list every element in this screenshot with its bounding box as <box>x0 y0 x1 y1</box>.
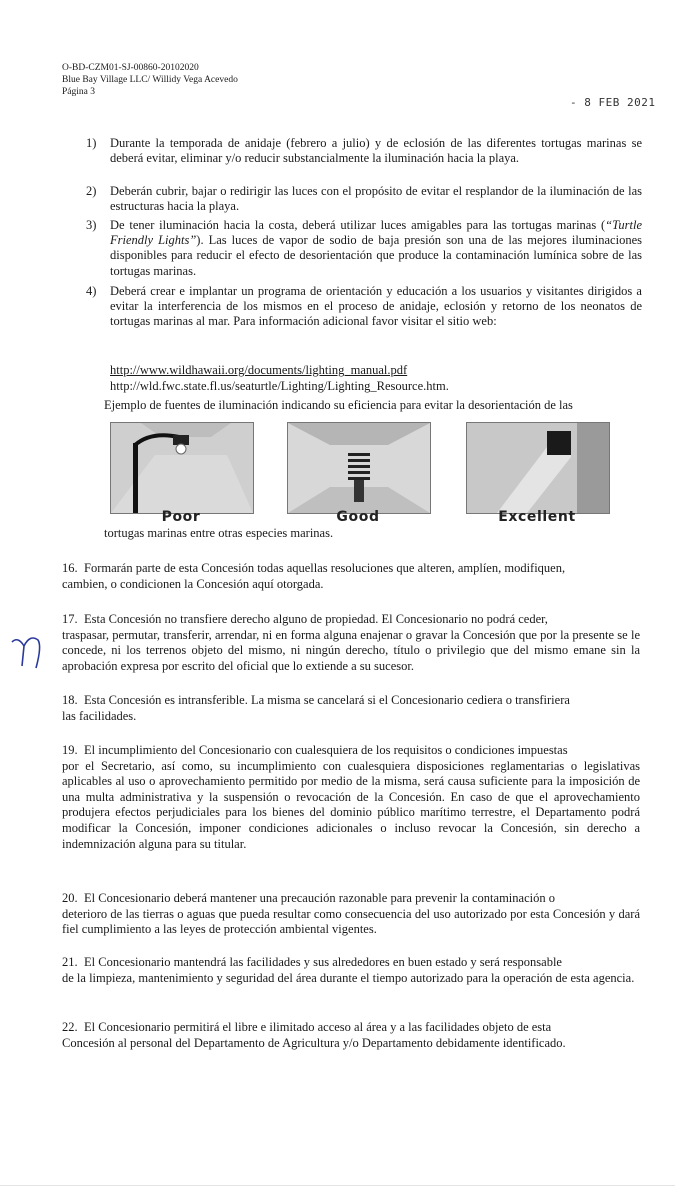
clause-number: 20. <box>62 891 78 905</box>
label-poor: Poor <box>161 509 201 525</box>
figure-caption-top: Ejemplo de fuentes de iluminación indicando su eficiencia para evitar la desorientación de las <box>104 398 573 412</box>
sub-item-text-part: ). Las luces de vapor de sodio de baja presión son una de las mejores iluminaciones disponibles para reducir el efecto de desorientación que produce la contaminación lumínica sobre de las tortugas marinas. <box>110 233 642 278</box>
sub-item-2 <box>86 184 642 214</box>
sub-item-number: 3) <box>86 218 97 232</box>
clause-text-first: El Concesionario mantendrá las facilidades y sus alrededores en buen estado y será responsable <box>84 955 562 969</box>
clause-17 <box>62 612 640 674</box>
clause-number: 18. <box>62 693 78 707</box>
document-header <box>62 62 238 98</box>
link-lighting-manual[interactable]: http://www.wildhawaii.org/documents/lighting_manual.pdf <box>110 363 408 377</box>
scan-edge-line <box>0 1185 675 1186</box>
clause-number: 19. <box>62 743 78 757</box>
sub-item-4 <box>86 284 642 330</box>
clause-19 <box>62 743 640 852</box>
figure-good <box>287 422 431 514</box>
clause-21 <box>62 955 640 986</box>
label-excellent: Excellent <box>498 509 576 525</box>
turtle-friendly-lights-term: “Turtle Friendly Lights” <box>110 218 642 248</box>
sub-item-text <box>110 218 642 279</box>
sub-item-text: Durante la temporada de anidaje (febrero a julio) y de eclosión de las diferentes tortugas marinas se deberá evitar, eliminar y/o reducir substancialmente la iluminación hacia la playa. <box>110 136 642 166</box>
clause-text-rest: traspasar, permutar, transferir, arrendar, ni en forma alguna enajenar o gravar la Concesión que por la presente se le concede, ni los terrenos objeto del mismo, ni ningún derecho, título o privilegio que del mismo emane sin la aprobación expresa por escrito del oficial que lo extiende a su sucesor. <box>62 627 640 673</box>
clause-16 <box>62 561 640 592</box>
clause-text-rest: Concesión al personal del Departamento de Agricultura y/o Departamento debidamente identificado. <box>62 1035 566 1050</box>
label-good: Good <box>336 509 380 525</box>
good-light-icon <box>288 423 430 513</box>
date-stamp: - 8 FEB 2021 <box>570 96 656 109</box>
clause-number: 16. <box>62 561 78 575</box>
clause-text-first: El Concesionario permitirá el libre e ilimitado acceso al área y a las facilidades objeto de esta <box>84 1020 552 1034</box>
clause-text-first: El Concesionario deberá mantener una precaución razonable para prevenir la contaminación o <box>84 891 555 905</box>
figure-excellent <box>466 422 610 514</box>
handwritten-initials <box>8 632 48 672</box>
clause-text-first: Esta Concesión es intransferible. La misma se cancelará si el Concesionario cediera o transfiriera <box>84 693 570 707</box>
figure-caption-bottom: tortugas marinas entre otras especies marinas. <box>104 526 334 540</box>
page-number: Página 3 <box>62 87 95 97</box>
figure-poor <box>110 422 254 514</box>
clause-text-rest: por el Secretario, así como, su incumplimiento con cualesquiera disposiciones reglamentarias o legislativas aplicables al uso o aprovechamiento permitido por medio de la misma, será causa suficiente para la imposición de una multa administrativa y la suspensión o revocación de la Concesión. En caso de que el aprovechamiento produjera efectos perjudiciales para los bienes del dominio público marítimo terrestre, el Departamento podrá modificar la Concesión, imponer condiciones adicionales o incluso revocar la Concesión, sin derecho a indemnización alguna para su titular. <box>62 758 640 851</box>
excellent-light-icon <box>467 423 609 513</box>
sub-item-1 <box>86 136 642 166</box>
clause-number: 22. <box>62 1020 78 1034</box>
clause-text-rest: deterioro de las tierras o aguas que pueda resultar como consecuencia del uso autorizado por esta Concesión y dará fiel cumplimiento a las leyes de protección ambiental vigentes. <box>62 906 640 937</box>
clause-text-first: El incumplimiento del Concesionario con cualesquiera de los requisitos o condiciones impuestas <box>84 743 568 757</box>
sub-item-3 <box>86 218 642 279</box>
entity-name: Blue Bay Village LLC/ Willidy Vega Acevedo <box>62 75 238 85</box>
clause-number: 21. <box>62 955 78 969</box>
clause-text-first: Esta Concesión no transfiere derecho alguno de propiedad. El Concesionario no podrá ceder, <box>84 612 548 626</box>
sub-item-text-part: De tener iluminación hacia la costa, deberá utilizar luces amigables para las tortugas marinas ( <box>110 218 606 232</box>
clause-20 <box>62 891 640 938</box>
clause-number: 17. <box>62 612 78 626</box>
clause-22 <box>62 1020 640 1051</box>
clause-text-first: Formarán parte de esta Concesión todas aquellas resoluciones que alteren, amplíen, modifiquen, <box>84 561 566 575</box>
link-lighting-resource[interactable]: http://wld.fwc.state.fl.us/seaturtle/Lighting/Lighting_Resource.htm. <box>110 378 449 393</box>
reference-number: O-BD-CZM01-SJ-00860-20102020 <box>62 63 199 73</box>
links-list <box>110 363 449 394</box>
clause-text-rest: cambien, o condicionen la Concesión aquí otorgada. <box>62 576 324 591</box>
clause-text-rest: las facilidades. <box>62 708 137 723</box>
sub-item-text: Deberán cubrir, bajar o redirigir las luces con el propósito de evitar el resplandor de la iluminación de las estructuras hacia la playa. <box>110 184 642 214</box>
clause-text-rest: de la limpieza, mantenimiento y seguridad del área durante el tiempo autorizado para la operación de esta agencia. <box>62 970 635 985</box>
clause-18 <box>62 693 640 724</box>
poor-light-icon <box>111 423 253 513</box>
sub-item-text: Deberá crear e implantar un programa de orientación y educación a los usuarios y visitantes dirigidos a evitar la interferencia de los mismos en el proceso de anidaje, eclosión y retorno de los neonatos de tortugas marinas al mar. Para información adicional favor visitar el sitio web: <box>110 284 642 329</box>
sub-item-number: 1) <box>86 136 97 150</box>
sub-item-number: 2) <box>86 184 97 198</box>
sub-item-number: 4) <box>86 284 97 298</box>
